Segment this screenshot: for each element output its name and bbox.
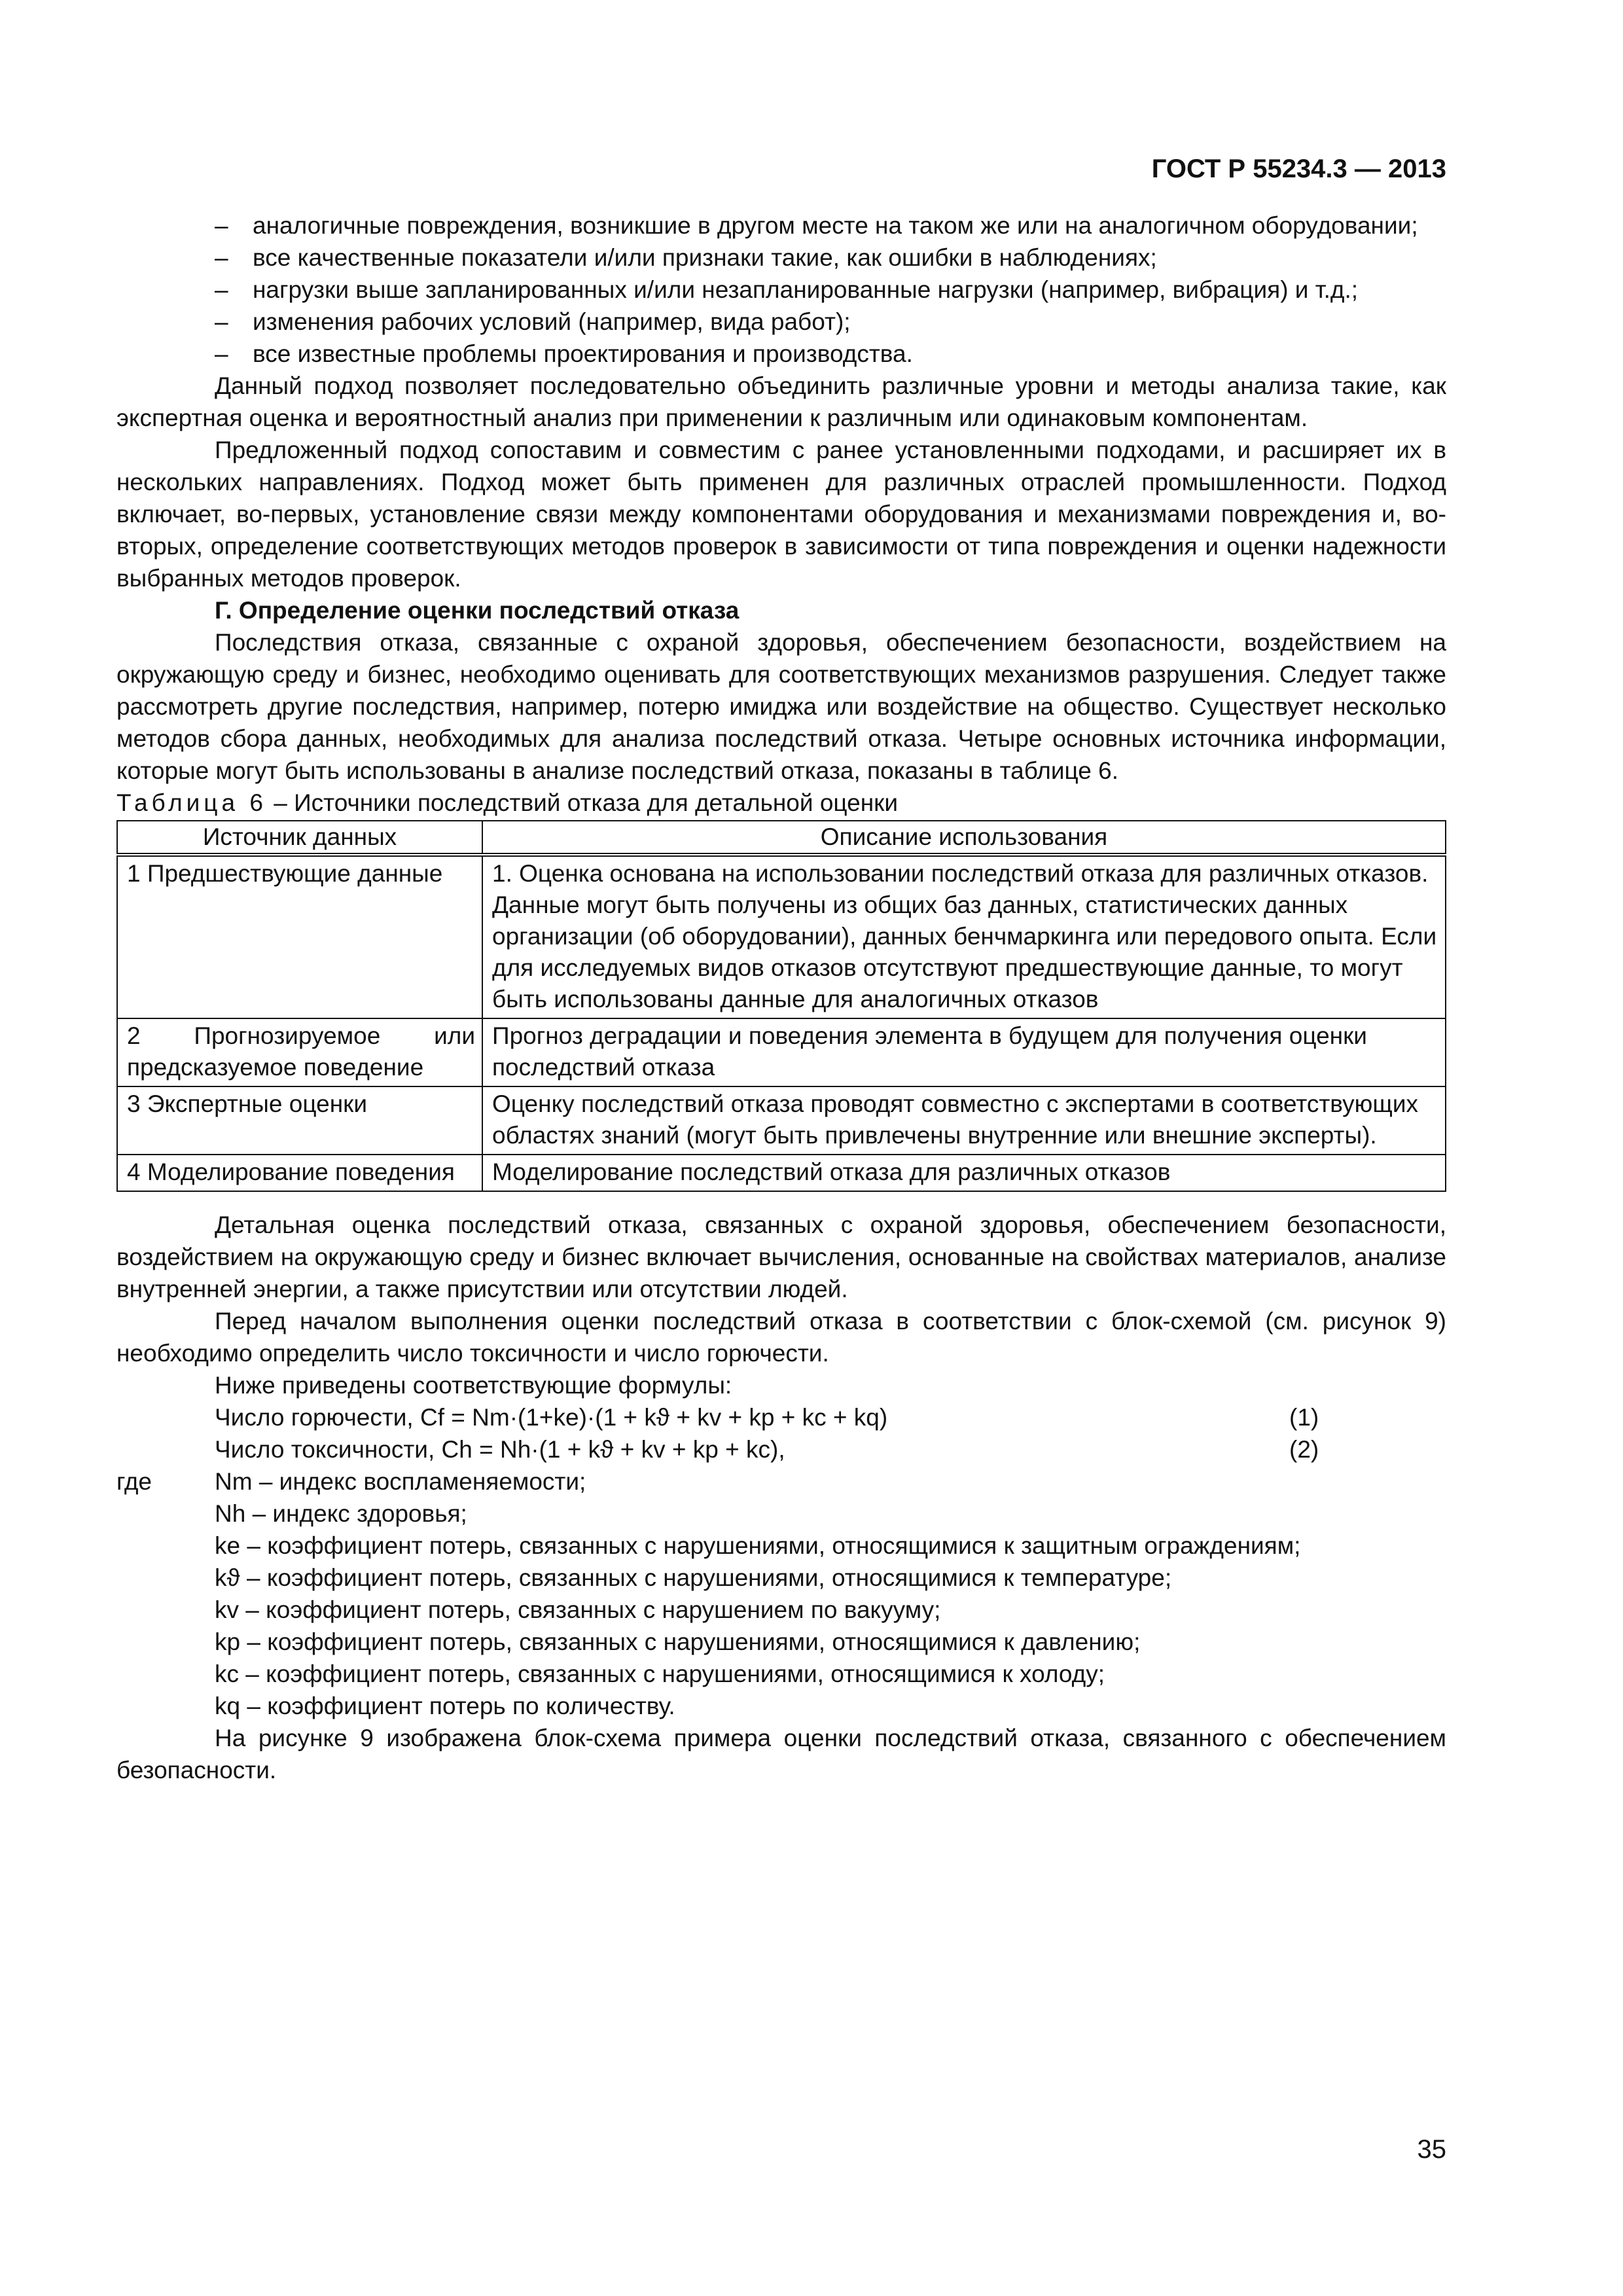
definition-text: kq – коэффициент потерь по количеству. [215, 1693, 675, 1719]
paragraph: Перед началом выполнения оценки последствий отказа в соответствии с блок-схемой (см. рисунок 9) необходимо определить число токсичности и число горючести. [116, 1308, 1446, 1367]
paragraph: Последствия отказа, связанные с охраной здоровья, обеспечением безопасности, воздействием на окружающую среду и бизнес, необходимо оценивать для соответствующих механизмов разрушения. Следует также рассмотреть другие последствия, например, потерю имиджа или воздействие на общество. Существует несколько методов сбора данных, необходимых для анализа последствий отказа. Четыре основных источника информации, которые могут быть использованы в анализе последствий отказа, показаны в таблице 6. [116, 629, 1446, 784]
table-caption-label: Таблица 6 [116, 789, 267, 816]
table-row [117, 855, 1446, 1018]
table-row [117, 1086, 1446, 1155]
list-item-text: аналогичные повреждения, возникшие в другом месте на таком же или на аналогичном оборудовании; [253, 212, 1418, 239]
formula-toxicity [116, 1433, 1446, 1465]
dash-marker: – [215, 276, 228, 303]
table-caption [116, 787, 1446, 819]
paragraph: Ниже приведены соответствующие формулы: [215, 1372, 732, 1399]
list-item-text: нагрузки выше запланированных и/или незапланированные нагрузки (например, вибрация) и т.д.; [253, 276, 1359, 303]
paragraph: Предложенный подход сопоставим и совместим с ранее установленными подходами, и расширяет их в нескольких направлениях. Подход может быть применен для различных отраслей промышленности. Подход включает, во-первых, установление связи между компонентами оборудования и механизмами повреждения и, во-вторых, определение соответствующих методов проверок в зависимости от типа повреждения и оценки надежности выбранных методов проверок. [116, 437, 1446, 592]
list-item [116, 242, 1446, 274]
dash-marker: – [215, 212, 228, 239]
definition-text: kϑ – коэффициент потерь, связанных с нарушениями, относящимися к температуре; [215, 1564, 1172, 1591]
list-item-text: изменения рабочих условий (например, вида работ); [253, 308, 851, 335]
where-label: где [116, 1468, 152, 1495]
document-body [116, 209, 1446, 1786]
cell-source: 3 Экспертные оценки [117, 1086, 482, 1155]
paragraph: На рисунке 9 изображена блок-схема примера оценки последствий отказа, связанного с обеспечением безопасности. [116, 1725, 1446, 1784]
sources-table [116, 820, 1446, 1192]
column-header-source: Источник данных [117, 821, 482, 855]
definition-text: kv – коэффициент потерь, связанных с нарушением по вакууму; [215, 1596, 941, 1623]
paragraph: Детальная оценка последствий отказа, связанных с охраной здоровья, обеспечением безопасности, воздействием на окружающую среду и бизнес включает вычисления, основанные на свойствах материалов, анализе внутренней энергии, а также присутствии или отсутствии людей. [116, 1211, 1446, 1302]
formula-number: (2) [1289, 1436, 1319, 1463]
table-caption-text: – Источники последствий отказа для детальной оценки [266, 789, 899, 816]
formula-text: Число горючести, Cf = Nm·(1+ke)·(1 + kϑ + kv + kp + kc + kq) [215, 1404, 888, 1431]
table-header-row [117, 821, 1446, 855]
table-row [117, 1018, 1446, 1086]
formula-text: Число токсичности, Ch = Nh·(1 + kϑ + kv + kp + kc), [215, 1436, 785, 1463]
cell-source: 4 Моделирование поведения [117, 1155, 482, 1191]
cell-description: Оценку последствий отказа проводят совместно с экспертами в соответствующих областях знаний (могут быть привлечены внутренние или внешние эксперты). [482, 1086, 1446, 1155]
cell-source: 2 Прогнозируемое или предсказуемое поведение [117, 1018, 482, 1086]
cell-description: 1. Оценка основана на использовании последствий отказа для различных отказов. Данные могут быть получены из общих баз данных, статистических данных организации (об оборудовании), данных бенчмаркинга или передового опыта. Если для исследуемых видов отказов отсутствуют предшествующие данные, то могут быть использованы данные для аналогичных отказов [482, 855, 1446, 1018]
paragraph: Данный подход позволяет последовательно объединить различные уровни и методы анализа такие, как экспертная оценка и вероятностный анализ при применении к различным или одинаковым компонентам. [116, 372, 1446, 431]
list-item [116, 209, 1446, 242]
column-header-description: Описание использования [482, 821, 1446, 855]
formula-flammability [116, 1401, 1446, 1433]
definition-text: kc – коэффициент потерь, связанных с нарушениями, относящимися к холоду; [215, 1660, 1105, 1687]
dash-marker: – [215, 340, 228, 367]
definition-text: Nh – индекс здоровья; [215, 1500, 467, 1527]
list-item-text: все качественные показатели и/или признаки такие, как ошибки в наблюдениях; [253, 244, 1157, 271]
page-number: 35 [1417, 2135, 1446, 2164]
list-item-text: все известные проблемы проектирования и производства. [253, 340, 913, 367]
definition-text: ke – коэффициент потерь, связанных с нарушениями, относящимися к защитным ограждениям; [215, 1532, 1301, 1559]
list-item [116, 338, 1446, 370]
cell-source: 1 Предшествующие данные [117, 855, 482, 1018]
section-heading: Г. Определение оценки последствий отказа [215, 597, 740, 624]
standard-header: ГОСТ Р 55234.3 — 2013 [1151, 154, 1446, 183]
dash-marker: – [215, 308, 228, 335]
dash-marker: – [215, 244, 228, 271]
definition-text: kp – коэффициент потерь, связанных с нарушениями, относящимися к давлению; [215, 1628, 1141, 1655]
table-row [117, 1155, 1446, 1191]
definition-row [116, 1465, 1446, 1498]
definition-text: Nm – индекс воспламеняемости; [215, 1468, 586, 1495]
list-item [116, 274, 1446, 306]
cell-description: Прогноз деградации и поведения элемента в будущем для получения оценки последствий отказа [482, 1018, 1446, 1086]
cell-description: Моделирование последствий отказа для различных отказов [482, 1155, 1446, 1191]
list-item [116, 306, 1446, 338]
formula-number: (1) [1289, 1404, 1319, 1431]
